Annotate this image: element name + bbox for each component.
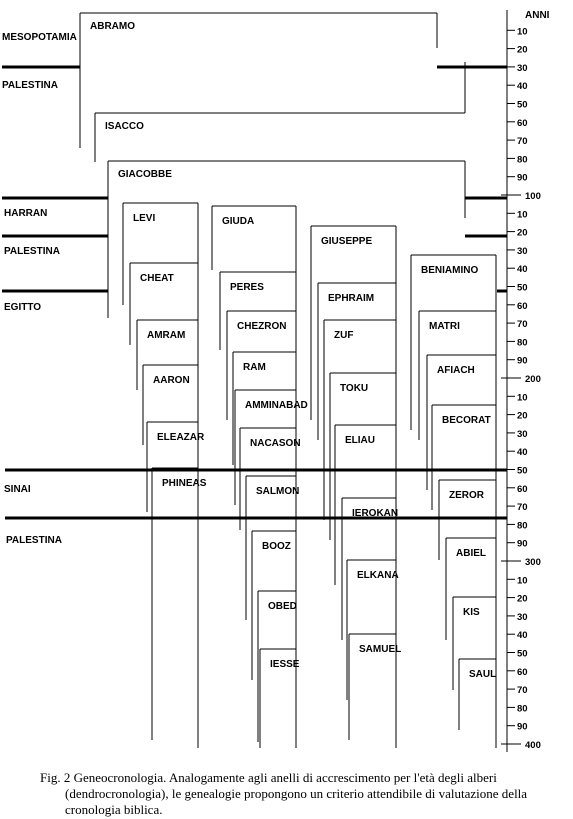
lineage-beniamino-beniamino-label: BENIAMINO <box>421 265 479 276</box>
region-label-mesopotamia-0: MESOPOTAMIA <box>2 32 77 43</box>
region-label-palestina-6: PALESTINA <box>6 535 62 546</box>
axis-title: ANNI <box>525 10 550 21</box>
axis-tick-label-120: 20 <box>517 227 528 239</box>
lineage-giuseppe-ierokan-label: IEROKAN <box>352 508 399 519</box>
lineage-levi-levi-label: LEVI <box>133 213 156 224</box>
axis-tick-label-370: 70 <box>517 685 528 697</box>
lineage-giuseppe-ephraim-label: EPHRAIM <box>328 293 375 304</box>
axis-tick-label-380: 80 <box>517 703 528 715</box>
lineage-levi-amram-label: AMRAM <box>147 330 186 341</box>
axis-tick-label-200: 200 <box>525 374 541 385</box>
patriarch-abramo-label: ABRAMO <box>90 21 135 32</box>
lineage-levi-phineas-label: PHINEAS <box>162 478 207 489</box>
lineage-beniamino-zeror-label: ZEROR <box>449 490 484 501</box>
lineage-beniamino-saul-label: SAUL <box>469 669 497 680</box>
lineage-giuda-salmon-label: SALMON <box>256 486 300 497</box>
lineage-giuda-chezron-label: CHEZRON <box>237 321 287 332</box>
patriarch-giacobbe-label: GIACOBBE <box>118 169 172 180</box>
lineage-giuda-obed-label: OBED <box>268 601 297 612</box>
axis-tick-label-240: 40 <box>517 447 528 459</box>
axis-tick-label-310: 10 <box>517 575 528 587</box>
axis-tick-label-330: 30 <box>517 611 528 623</box>
lineage-giuda-iesse-label: IESSE <box>270 659 300 670</box>
axis-tick-label-360: 60 <box>517 666 528 678</box>
axis-tick-label-390: 90 <box>517 721 528 733</box>
caption-line-1: Fig. 2 Geneocronologia. Analogamente agli anelli di accrescimento per l'età degli alberi <box>40 770 497 785</box>
lineage-beniamino-afiach-label: AFIACH <box>437 365 475 376</box>
lineage-giuseppe-samuel-label: SAMUEL <box>359 644 402 655</box>
lineage-levi-eleazar-label: ELEAZAR <box>157 432 205 443</box>
lineage-beniamino-kis-label: KIS <box>463 607 480 618</box>
axis-tick-label-10: 10 <box>517 26 528 38</box>
lineage-giuseppe-eliau-label: ELIAU <box>345 435 375 446</box>
axis-tick-label-270: 70 <box>517 502 528 514</box>
axis-tick-label-170: 70 <box>517 319 528 331</box>
axis-tick-label-400: 400 <box>525 740 541 751</box>
lineage-levi-cheat-label: CHEAT <box>140 273 174 284</box>
axis-tick-label-190: 90 <box>517 355 528 367</box>
axis-tick-label-20: 20 <box>517 44 528 56</box>
caption-line-3: cronologia biblica. <box>65 802 163 817</box>
axis-tick-label-220: 20 <box>517 410 528 422</box>
lineage-beniamino-becorat-label: BECORAT <box>442 415 491 426</box>
axis-tick-label-90: 90 <box>517 172 528 184</box>
axis-tick-label-250: 50 <box>517 465 528 477</box>
axis-tick-label-60: 60 <box>517 117 528 129</box>
axis-tick-label-30: 30 <box>517 62 528 74</box>
lineage-giuseppe-zuf-label: ZUF <box>334 330 354 341</box>
axis-tick-label-140: 40 <box>517 264 528 276</box>
region-label-harran-2: HARRAN <box>4 208 48 219</box>
axis-tick-label-100: 100 <box>525 191 541 202</box>
axis-tick-label-50: 50 <box>517 99 528 111</box>
lineage-giuda-giuda-label: GIUDA <box>222 216 255 227</box>
axis-tick-label-80: 80 <box>517 154 528 166</box>
lineage-giuda-ram-label: RAM <box>243 362 266 373</box>
axis-tick-label-210: 10 <box>517 392 528 404</box>
axis-tick-label-160: 60 <box>517 300 528 312</box>
region-label-palestina-1: PALESTINA <box>2 80 58 91</box>
axis-tick-label-130: 30 <box>517 245 528 257</box>
axis-tick-label-260: 60 <box>517 483 528 495</box>
axis-tick-label-350: 50 <box>517 648 528 660</box>
axis-tick-label-340: 40 <box>517 630 528 642</box>
lineage-giuda-nacason-label: NACASON <box>250 438 301 449</box>
lineage-beniamino-matri-label: MATRI <box>429 321 460 332</box>
lineage-giuda-booz-label: BOOZ <box>262 541 291 552</box>
lineage-giuseppe-elkana-label: ELKANA <box>357 570 399 581</box>
patriarch-isacco-label: ISACCO <box>105 121 144 132</box>
axis-tick-label-70: 70 <box>517 136 528 148</box>
lineage-levi-aaron-label: AARON <box>153 375 190 386</box>
region-label-egitto-4: EGITTO <box>4 302 42 313</box>
axis-tick-label-40: 40 <box>517 81 528 93</box>
caption-line-2: (dendrocronologia), le genealogie propongono un criterio attendibile di valutazione della <box>65 786 528 801</box>
axis-tick-label-280: 80 <box>517 520 528 532</box>
axis-tick-label-290: 90 <box>517 538 528 550</box>
axis-tick-label-180: 80 <box>517 337 528 349</box>
region-label-sinai-5: SINAI <box>4 484 31 495</box>
axis-tick-label-110: 10 <box>517 209 528 221</box>
axis-tick-label-300: 300 <box>525 557 541 568</box>
lineage-beniamino-abiel-label: ABIEL <box>456 548 486 559</box>
region-label-palestina-3: PALESTINA <box>4 246 60 257</box>
lineage-giuda-peres-label: PERES <box>230 282 264 293</box>
lineage-giuseppe-giuseppe-label: GIUSEPPE <box>321 236 373 247</box>
lineage-giuseppe-toku-label: TOKU <box>340 383 369 394</box>
axis-tick-label-320: 20 <box>517 593 528 605</box>
axis-tick-label-230: 30 <box>517 428 528 440</box>
axis-tick-label-150: 50 <box>517 282 528 294</box>
figure-caption <box>40 770 560 818</box>
lineage-giuda-amminabad-label: AMMINABAD <box>245 400 308 411</box>
